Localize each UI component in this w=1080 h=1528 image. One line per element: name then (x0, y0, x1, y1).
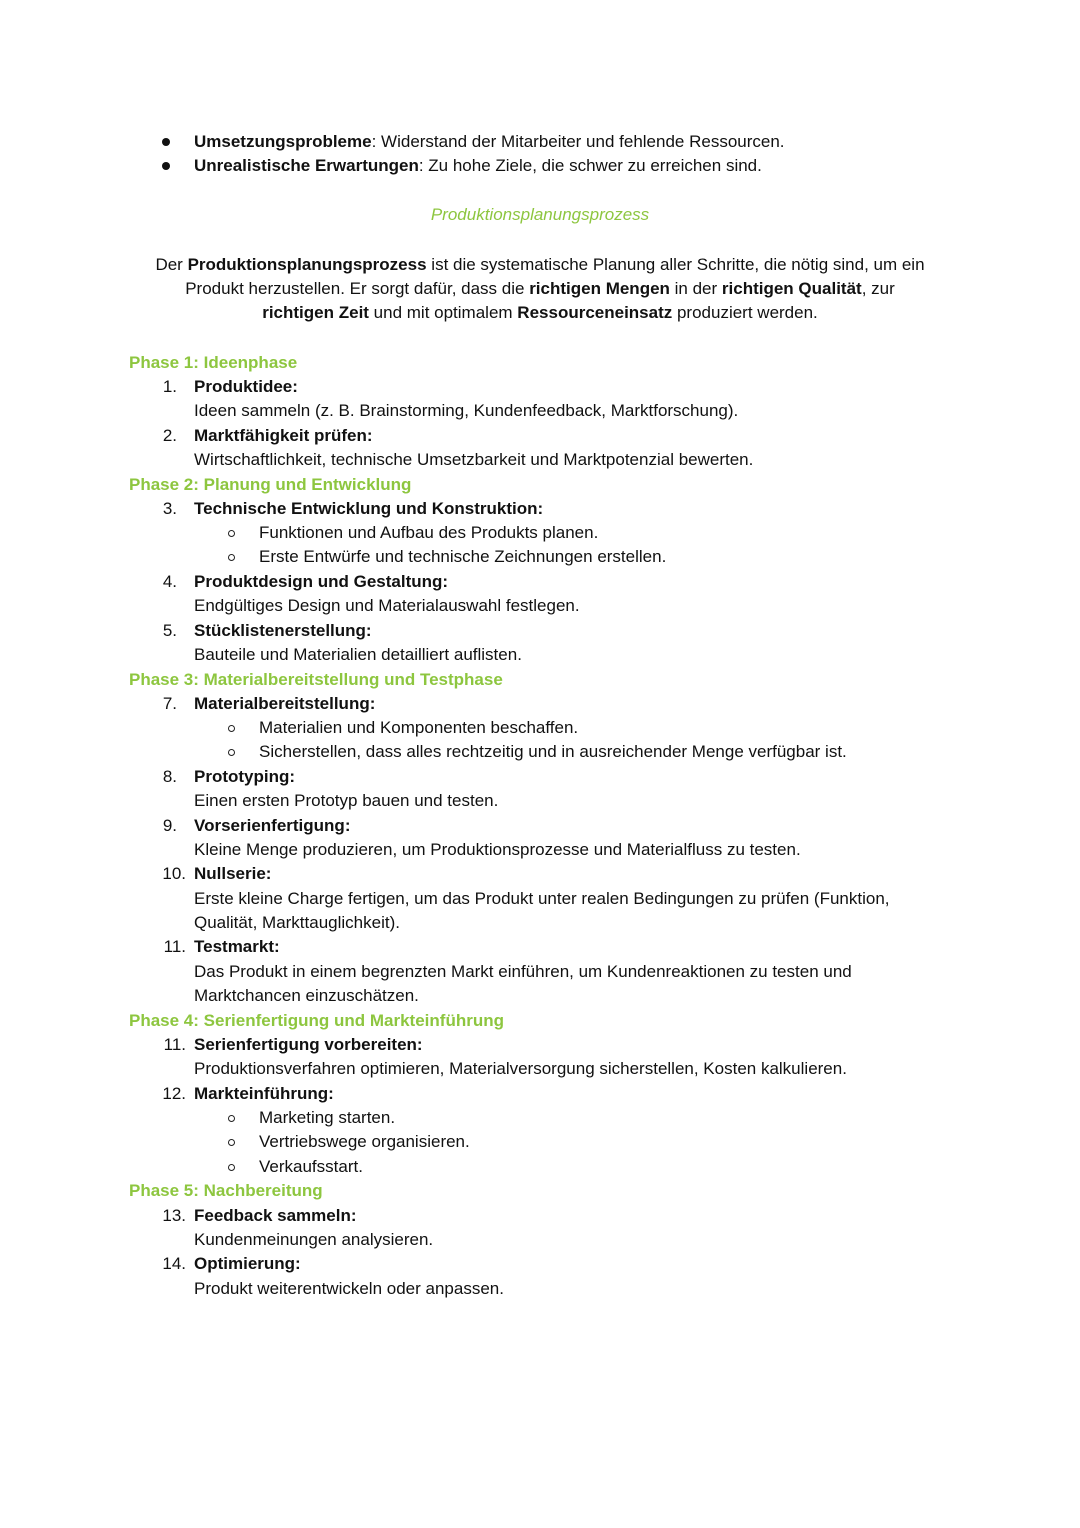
step-description: Erste kleine Charge fertigen, um das Produkt unter realen Bedingungen zu prüfen (Funktion, (194, 889, 890, 908)
step-description: Einen ersten Prototyp bauen und testen. (194, 791, 499, 810)
sub-bullet-icon (228, 1164, 235, 1171)
phase-heading: Phase 3: Materialbereitstellung und Testphase (129, 670, 503, 689)
step-title: Stücklistenerstellung: (194, 621, 372, 640)
sub-bullet-icon (228, 1139, 235, 1146)
step-description: Qualität, Markttauglichkeit). (194, 913, 400, 932)
step-number: 7. (162, 694, 177, 713)
step-title: Prototyping: (194, 767, 296, 786)
step-title: Produktdesign und Gestaltung: (194, 572, 449, 591)
bullet-term: Unrealistische Erwartungen (194, 156, 419, 175)
step-description: Endgültiges Design und Materialauswahl festlegen. (194, 596, 580, 615)
step-title: Optimierung: (194, 1254, 301, 1273)
sub-item: Vertriebswege organisieren. (259, 1132, 470, 1151)
step-description: Produkt weiterentwickeln oder anpassen. (194, 1279, 504, 1298)
step-number: 4. (162, 572, 177, 591)
step-number: 8. (162, 767, 177, 786)
step-number: 13. (162, 1206, 186, 1225)
bullet-text: : Zu hohe Ziele, die schwer zu erreichen sind. (418, 156, 762, 175)
step-number: 14. (162, 1254, 186, 1273)
step-number: 9. (162, 816, 177, 835)
step-number: 11. (163, 937, 186, 956)
step-title: Materialbereitstellung: (194, 694, 376, 713)
step-title: Feedback sammeln: (194, 1206, 357, 1225)
bullet-term: Umsetzungsprobleme (194, 132, 372, 151)
step-description: Bauteile und Materialien detailliert auflisten. (194, 645, 522, 664)
bullet-item (194, 154, 762, 178)
step-title: Testmarkt: (194, 937, 280, 956)
step-title: Technische Entwicklung und Konstruktion: (194, 499, 544, 518)
sub-bullet-icon (228, 554, 235, 561)
step-number: 3. (162, 499, 177, 518)
phase-heading: Phase 1: Ideenphase (129, 353, 298, 372)
step-number: 11. (163, 1035, 186, 1054)
step-number: 1. (162, 377, 177, 396)
sub-item: Materialien und Komponenten beschaffen. (259, 718, 579, 737)
step-number: 10. (162, 864, 186, 883)
phase-heading: Phase 4: Serienfertigung und Markteinführung (129, 1011, 504, 1030)
sub-item: Marketing starten. (259, 1108, 396, 1127)
step-description: Das Produkt in einem begrenzten Markt einführen, um Kundenreaktionen zu testen und (194, 962, 852, 981)
bullet-item (194, 130, 785, 154)
step-description: Kundenmeinungen analysieren. (194, 1230, 434, 1249)
sub-bullet-icon (228, 725, 235, 732)
sub-item: Sicherstellen, dass alles rechtzeitig und in ausreichender Menge verfügbar ist. (259, 742, 847, 761)
step-description: Wirtschaftlichkeit, technische Umsetzbarkeit und Marktpotenzial bewerten. (194, 450, 754, 469)
step-title: Markteinführung: (194, 1084, 334, 1103)
phase-heading: Phase 2: Planung und Entwicklung (129, 475, 412, 494)
step-number: 2. (162, 426, 177, 445)
intro-line-1: Der Produktionsplanungsprozess ist die systematische Planung aller Schritte, die nötig sind, um ein (155, 255, 925, 274)
bullet-text: : Widerstand der Mitarbeiter und fehlende Ressourcen. (371, 132, 785, 151)
step-title: Produktidee: (194, 377, 298, 396)
step-description: Kleine Menge produzieren, um Produktionsprozesse und Materialfluss zu testen. (194, 840, 801, 859)
intro-line-2: Produkt herzustellen. Er sorgt dafür, dass die richtigen Mengen in der richtigen Qualität, zur (185, 279, 895, 298)
phase-heading: Phase 5: Nachbereitung (129, 1181, 323, 1200)
step-title: Nullserie: (194, 864, 272, 883)
step-description: Ideen sammeln (z. B. Brainstorming, Kundenfeedback, Marktforschung). (194, 401, 739, 420)
step-title: Serienfertigung vorbereiten: (194, 1035, 423, 1054)
sub-bullet-icon (228, 1115, 235, 1122)
section-title: Produktionsplanungsprozess (430, 205, 650, 224)
intro-line-3: richtigen Zeit und mit optimalem Ressourceneinsatz produziert werden. (262, 303, 818, 322)
step-description: Marktchancen einzuschätzen. (194, 986, 419, 1005)
step-number: 12. (162, 1084, 186, 1103)
sub-bullet-icon (228, 749, 235, 756)
sub-item: Funktionen und Aufbau des Produkts planen. (259, 523, 599, 542)
sub-bullet-icon (228, 530, 235, 537)
step-number: 5. (162, 621, 177, 640)
step-title: Marktfähigkeit prüfen: (194, 426, 373, 445)
sub-item: Erste Entwürfe und technische Zeichnungen erstellen. (259, 547, 667, 566)
bullet-icon (162, 138, 170, 146)
bullet-icon (162, 162, 170, 170)
step-title: Vorserienfertigung: (194, 816, 351, 835)
sub-item: Verkaufsstart. (259, 1157, 363, 1176)
step-description: Produktionsverfahren optimieren, Materialversorgung sicherstellen, Kosten kalkulieren. (194, 1059, 847, 1078)
